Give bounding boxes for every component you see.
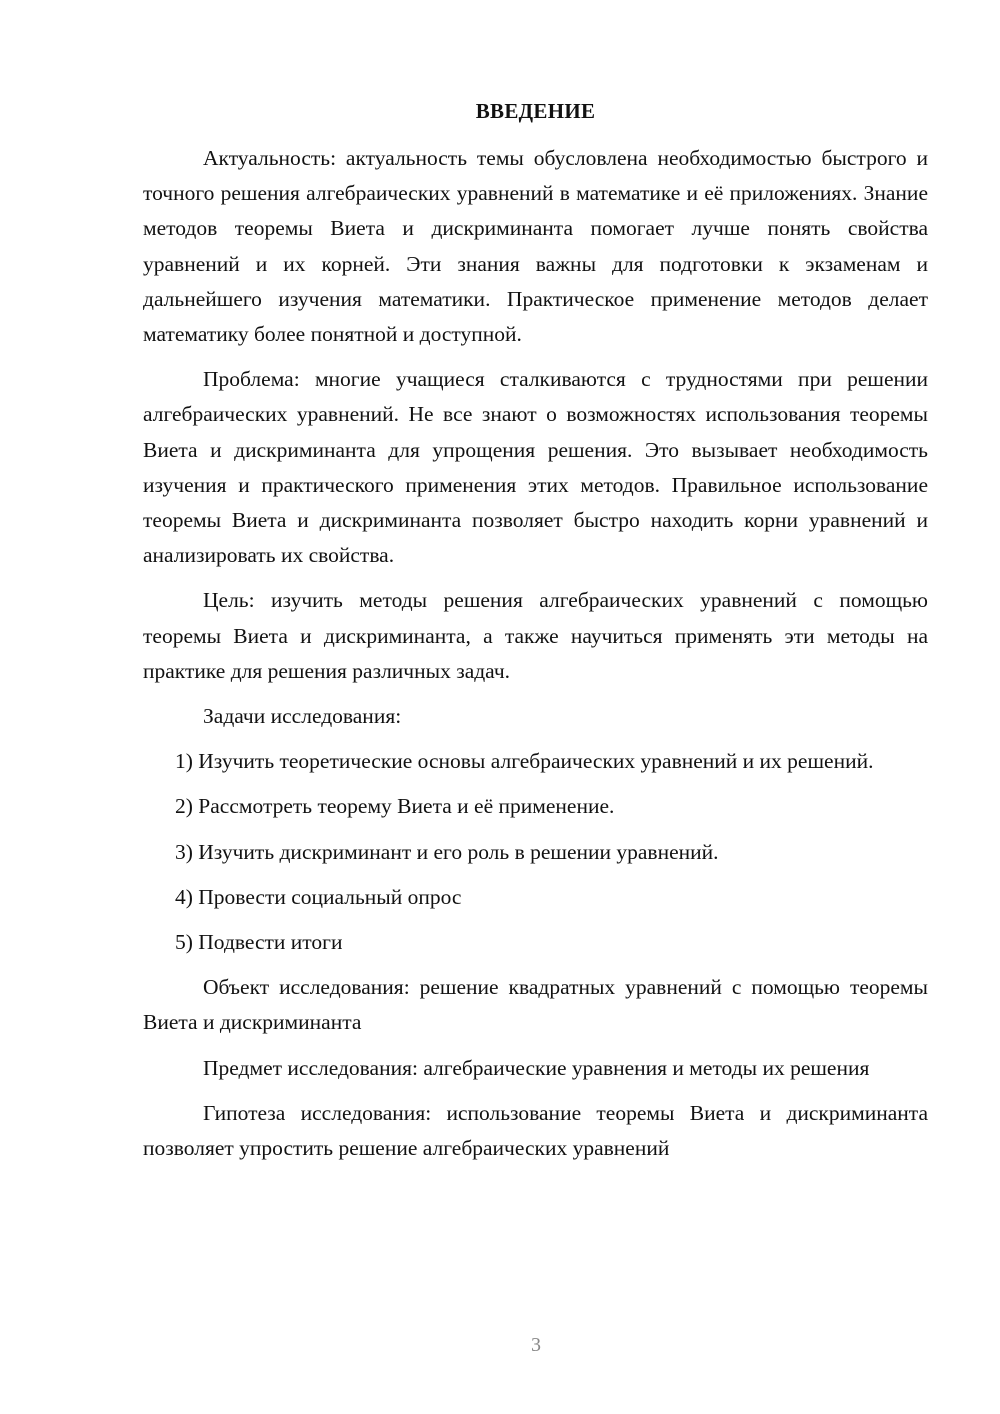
page-number: 3 [531,1334,541,1356]
tasks-title: Задачи исследования: [203,704,402,729]
document-page [143,94,928,1176]
task-item-5: 5) Подвести итоги [175,930,343,955]
task-item-4: 4) Провести социальный опрос [175,884,462,909]
problem-paragraph: Проблема: многие учащиеся сталкиваются с трудностями при решении алгебраических уравнений. Не все знают о возможностях использования теоремы Виета и дискриминанта для упрощения решения. Это вызывает необходимость изучения и практического применения этих методов. Правильное использование теоремы Виета и дискриминанта позволяет быстро находить корни уравнений и анализировать их свойства. [143,367,928,568]
task-item-3: 3) Изучить дискриминант и его роль в решении уравнений. [175,839,719,864]
hypothesis-paragraph: Гипотеза исследования: использование теоремы Виета и дискриминанта позволяет упростить решение алгебраических уравнений [143,1100,928,1161]
section-heading: ВВЕДЕНИЕ [475,99,596,123]
subject-paragraph: Предмет исследования: алгебраические уравнения и методы их решения [203,1055,870,1080]
tasks-list [143,744,928,960]
relevance-paragraph: Актуальность: актуальность темы обусловлена необходимостью быстрого и точного решения алгебраических уравнений в математике и её приложениях. Знание методов теоремы Виета и дискриминанта помогает лучше понять свойства уравнений и их корней. Эти знания важны для подготовки к экзаменам и дальнейшего изучения математики. Практическое применение методов делает математику более понятной и доступной. [143,146,928,347]
task-item-2: 2) Рассмотреть теорему Виета и её применение. [175,794,615,819]
object-paragraph: Объект исследования: решение квадратных уравнений с помощью теоремы Виета и дискриминанта [143,975,928,1035]
task-item-1: 1) Изучить теоретические основы алгебраических уравнений и их решений. [175,749,874,774]
goal-paragraph: Цель: изучить методы решения алгебраических уравнений с помощью теоремы Виета и дискриминанта, а также научиться применять эти методы на практике для решения различных задач. [143,588,928,683]
